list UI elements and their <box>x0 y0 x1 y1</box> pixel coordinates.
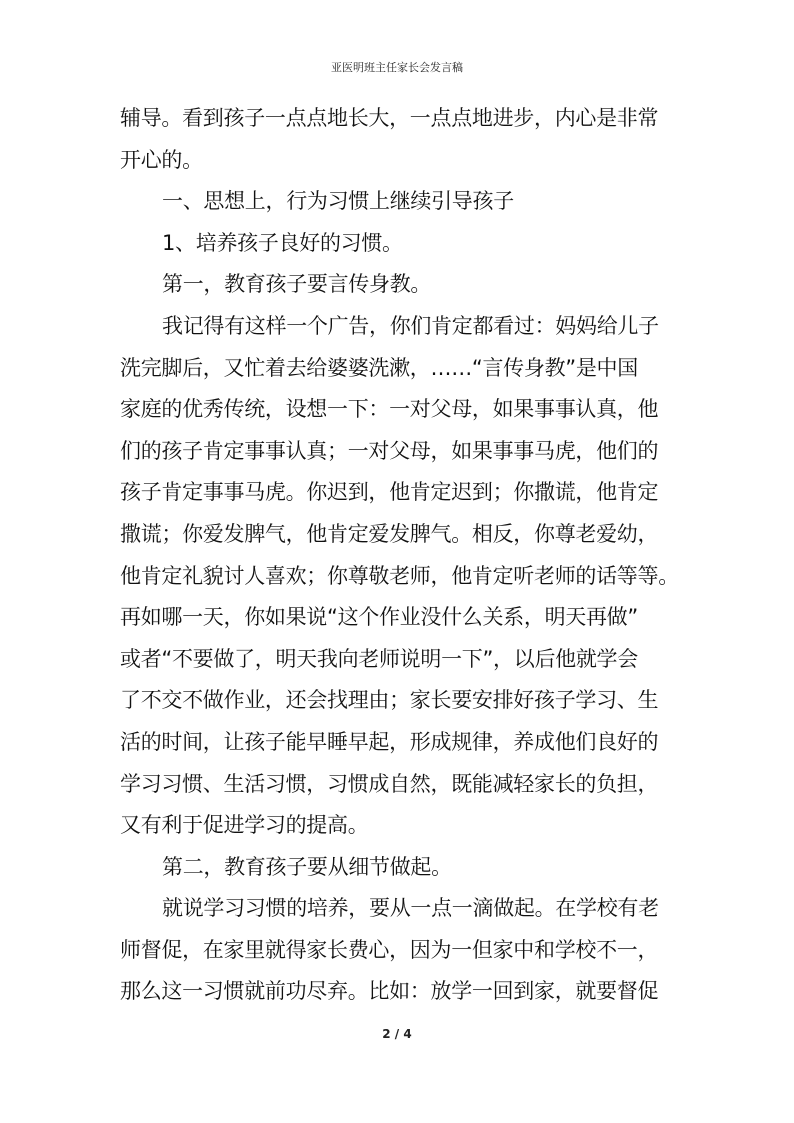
text-line: 家庭的优秀传统，设想一下：一对父母，如果事事认真，他 <box>120 397 659 422</box>
text-line: 撒谎；你爱发脾气，他肯定爱发脾气。相反，你尊老爱幼， <box>120 521 659 546</box>
text-line: 就说学习习惯的培养，要从一点一滴做起。在学校有老 <box>162 896 659 921</box>
paragraph <box>120 306 692 847</box>
text-line: 开心的。 <box>120 147 203 172</box>
text-line: 第一，教育孩子要言传身教。 <box>162 272 432 297</box>
text-line: 孩子肯定事事马虎。你迟到，他肯定迟到；你撒谎，他肯定 <box>120 480 659 505</box>
text-line: 了不交不做作业，还会找理由；家长要安排好孩子学习、生 <box>120 688 659 713</box>
text-line: 再如哪一天，你如果说“这个作业没什么关系，明天再做” <box>120 605 638 630</box>
text-line: 学习习惯、生活习惯，习惯成自然，既能减轻家长的负担， <box>120 771 659 796</box>
paragraph <box>120 98 692 181</box>
text-line: 活的时间，让孩子能早睡早起，形成规律，养成他们良好的 <box>120 729 659 754</box>
text-line: 又有利于促进学习的提高。 <box>120 813 369 838</box>
text-line: 洗完脚后，又忙着去给婆婆洗漱，……“言传身教”是中国 <box>120 355 638 380</box>
text-line: 他肯定礼貌讨人喜欢；你尊敬老师，他肯定听老师的话等等。 <box>120 563 679 588</box>
text-line: 或者“不要做了，明天我向老师说明一下”，以后他就学会 <box>120 646 638 671</box>
paragraph <box>120 264 692 306</box>
text-line: 1、培养孩子良好的习惯。 <box>162 230 403 255</box>
text-line: 辅导。看到孩子一点点地长大，一点点地进步，内心是非常 <box>120 106 659 130</box>
page-number: 2 / 4 <box>382 1027 412 1041</box>
paragraph <box>120 181 692 223</box>
text-line: 一、思想上，行为习惯上继续引导孩子 <box>162 189 514 214</box>
text-line: 们的孩子肯定事事认真；一对父母，如果事事马虎，他们的 <box>120 438 659 463</box>
page-header: 亚医明班主任家长会发言稿 <box>331 61 463 74</box>
paragraph <box>120 888 692 1013</box>
text-line: 我记得有这样一个广告，你们肯定都看过：妈妈给儿子 <box>162 313 659 338</box>
paragraph <box>120 223 692 265</box>
document-body <box>120 98 692 1013</box>
text-line: 那么这一习惯就前功尽弃。比如：放学一回到家，就要督促 <box>120 979 659 1004</box>
text-line: 师督促，在家里就得家长费心，因为一但家中和学校不一， <box>120 937 659 962</box>
text-line: 第二，教育孩子要从细节做起。 <box>162 854 452 879</box>
paragraph <box>120 847 692 889</box>
